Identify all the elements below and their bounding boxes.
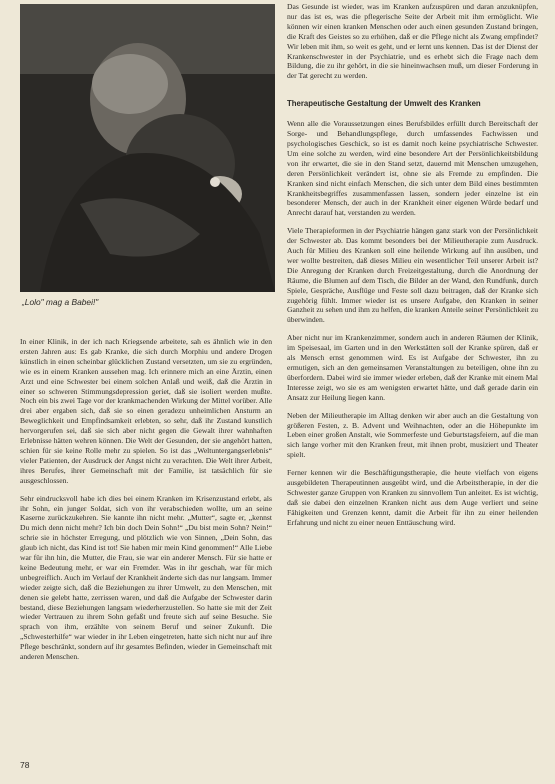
right-text-column	[287, 2, 538, 536]
paragraph: Sehr eindrucksvoll habe ich dies bei einem Kranken im Krisenzustand erlebt, als ihr Sohn, ein junger Soldat, sich von ihr verabschieden wollte, um an seine Kaserne zurückzukehren. Sie kannte ihn nicht mehr. „Mutter“, sagte er, „kennst Du mich denn nicht mehr? Ich bin doch Dein Sohn!“ „Du bist mein Sohn? Nein!“ schrie sie in höchster Erregung, und plötzlich wie von Sinnen, „Dein Sohn, das glaub ich nicht, das Kind ist tot! Sie haben mir mein Kind genommen!“ Alle Liebe war für ihn hin, die Mutter, die Frau, sie war ein anderer Mensch. Für sie hatte er keine Bedeutung mehr, er war ein Fremder. Was in ihr geschah, war für mich unbegreiflich. Auch im Verlauf der Krankheit änderte sich das nur langsam. Immer wieder zeigte sich, daß die Beziehungen zu ihrer Umwelt, zu den Menschen, mit denen sie gelebt hatte, zerrissen waren, und daß die Aufgabe der Schwester darin bestand, diese Beziehungen langsam wiederherzustellen. So hatte sie mit der Zeit wieder Vertrauen zu ihrem Sohn gefaßt und freute sich auf seine Besuche. Sie sprach von ihm, erzählte von seinem Beruf und seiner Zukunft. Die „Schwesterhilfe“ war wieder in ihr Leben eingetreten, hatte sich nicht nur auf ihre Pflege beschränkt, sondern auf ihr gesamtes Befinden, wieder in Gemeinschaft mit anderen Menschen.	[20, 493, 272, 662]
page-number: 78	[20, 760, 30, 770]
photo-caption: „Lolo" mag a Babei!"	[22, 297, 99, 307]
paragraph: Neben der Milieutherapie im Alltag denken wir aber auch an die Gestaltung von größeren Festen, z. B. Advent und Weihnachten, oder an die Höhepunkte im Leben einer großen Anstalt, wie Sommerfeste und Geburtstagsfeiern, auf die man sich lange vorher mit den Kranken freut, mit ihnen probt, musiziert und Theater spielt.	[287, 410, 538, 460]
left-text-column	[20, 337, 272, 670]
section-heading: Therapeutische Gestaltung der Umwelt des Kranken	[287, 99, 481, 109]
photo-illustration	[20, 4, 275, 292]
paragraph: Aber nicht nur im Krankenzimmer, sondern auch in anderen Räumen der Klinik, im Speisesaal, im Garten und in den Werkstätten soll der Kranke spüren, daß er als Mensch ernst genommen wird. Es ist Aufgabe der Schwester, ihn zu ermutigen, sich an den gemeinsamen Veranstaltungen zu beteiligen, ohne ihn zu überfordern. Dabei wird sie immer wieder erleben, daß der Kranke mit einem Mal Interesse zeigt, wo sie es am wenigsten erwartet hätte, und daß gerade darin ein Ansatz zur Heilung liegen kann.	[287, 333, 538, 402]
paragraph: In einer Klinik, in der ich nach Kriegsende arbeitete, sah es ähnlich wie in den ersten Jahren aus: Es gab Kranke, die sich durch Morphiu und andere Drogen künstlich in einen scheinbar glücklichen Zustand versetzten, um sie zu ergründen, wie es in einem Kranken aussehen mag. Ich erinnere mich an eine Ärztin, einen Arzt und eine Schwester bei einem solchen Anlaß und weiß, daß die Ärztin in einer so schweren Stimmungsdepression geriet, daß sie isoliert werden mußte. Noch ein bis zwei Tage vor der krankmachenden Wirkung der Mittel vorüber. Alle drei aber ergaben sich, daß sie so einen geradezu unheimlichen Ansturm an Beweglichkeit und Empfindsamkeit erlebten, so sehr, daß ihr Zustand kunstlich hervorgerufen sei, daß sie sich aber nicht gegen die Gewalt ihrer wahnhaften Erlebnisse hätten wehren können. Die Welt der Gesunden, der sie angehört hatten, schien für sie keine Rolle mehr zu spielen. So ist das „Weltuntergangserlebnis“ vieler Patienten, der Ausdruck der Angst nicht zu verachten. Die Welt ihrer Arbeit, ihres Berufes, ihrer Gemeinschaft mit der Familie, ist tatsächlich für sie ausgeschlossen.	[20, 337, 272, 485]
photo-woman-with-teddy-bear	[20, 4, 275, 292]
paragraph: Das Gesunde ist wieder, was im Kranken aufzuspüren und daran anzuknüpfen, nur das ist es, was die pflegerische Seite der Arbeit mit ihm ermöglicht. Wie können wir einen kranken Menschen oder auch einen gesunden Zustand bringen, die Kraft des Geistes so zu erhöhen, daß er die Pflege nicht als Zwang empfindet? Wir leben mit ihm, so weit es geht, und er lernt uns kennen. Das ist der Dienst der Krankenschwester in der Psychiatrie, und es erhebt sich die Frage nach dem Bildung, die zu ihr gehört, in die sie hineinwachsen muß, um dieser Forderung in der Tat gerecht zu werden.	[287, 2, 538, 81]
paragraph: Wenn alle die Voraussetzungen eines Berufsbildes erfüllt durch Bereitschaft der Sorge- und Behandlungspflege, durch umfassendes Fachwissen und psychologisches Geschick, so ist es damit noch keine psychiatrische Schwester. Um eine solche zu werden, wird eine besondere Art der Persönlichkeitsbildung von ihr erwartet, die sie in den Stand setzt, dauernd mit Menschen umzugehen, deren Persönlichkeit verändert ist, ohne sie als Fremde zu empfinden. Die Kranken sind nicht einfach Menschen, die sich unter dem Bild eines bestimmten Krankheitsbegriffes zusammenfassen lassen, sondern jeder einzelne ist ein besonderer Mensch, der auch in der Krankheit einer eigenen Würde bedarf und Anrecht darauf hat, verstanden zu werden.	[287, 119, 538, 218]
paragraph: Viele Therapieformen in der Psychiatrie hängen ganz stark von der Persönlichkeit der Schwester ab. Das kommt besonders bei der Milieutherapie zum Ausdruck. Auch für Milieu des Kranken soll eine heilende Wirkung auf ihn ausüben, und wer wollte bestreiten, daß dieses Milieu ein wesentlicher Teil unserer Arbeit ist? Die Anregung der Kranken durch Freizeitgestaltung, durch die Anordnung der Räume, die Blumen auf dem Tisch, die Bilder an der Wand, den Rundfunk, durch Spiele, Gespräche, Ausflüge und Feste soll dazu beitragen, daß der Kranke sich zugehörig fühlt. Immer wieder ist es unsere Aufgabe, den Kranken in seiner Ganzheit zu sehen und ihm zu helfen, die kranken Anteile seiner Persönlichkeit zu überwinden.	[287, 226, 538, 325]
paragraph: Ferner kennen wir die Beschäftigungstherapie, die heute vielfach von eigens ausgebildeten Therapeutinnen ausgeübt wird, und die Arbeitstherapie, in der die Schwester ganze Gruppen von Kranken zu sinnvollem Tun anleitet. Es ist wichtig, daß sie dabei den einzelnen Kranken nicht aus dem Auge verliert und seine Fähigkeiten und Grenzen kennt, damit die Arbeit für ihn zu einer heilenden Erfahrung und nicht zu einer neuen Enttäuschung wird.	[287, 468, 538, 527]
